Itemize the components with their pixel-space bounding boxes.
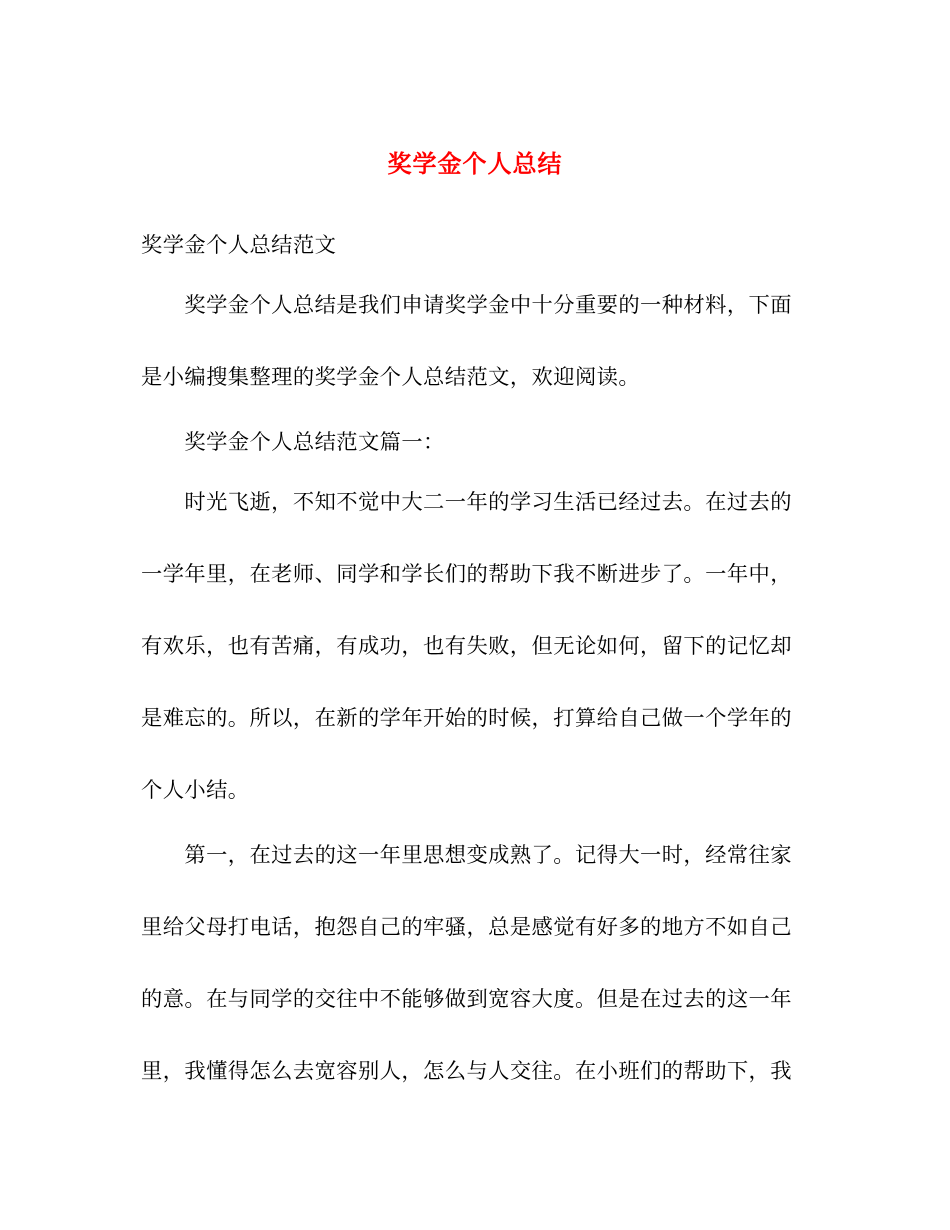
paragraph-line: 的意。在与同学的交往中不能够做到宽容大度。但是在过去的这一年 (141, 987, 792, 1012)
paragraph-line: 奖学金个人总结是我们申请奖学金中十分重要的一种材料，下面 (141, 293, 792, 318)
document-title: 奖学金个人总结 (387, 149, 563, 178)
paragraph-line: 时光飞逝，不知不觉中大二一年的学习生活已经过去。在过去的 (141, 490, 792, 515)
section-heading-line: 奖学金个人总结范文篇一： (141, 430, 445, 455)
paragraph-line: 有欢乐，也有苦痛，有成功，也有失败，但无论如何，留下的记忆却 (141, 634, 792, 659)
paragraph-line: 第一，在过去的这一年里思想变成熟了。记得大一时，经常往家 (141, 843, 792, 868)
paragraph-line: 里，我懂得怎么去宽容别人，怎么与人交往。在小班们的帮助下，我 (141, 1059, 792, 1084)
paragraph-line: 一学年里，在老师、同学和学长们的帮助下我不断进步了。一年中， (141, 562, 792, 587)
paragraph-line: 个人小结。 (141, 778, 250, 803)
paragraph-line: 里给父母打电话，抱怨自己的牢骚，总是感觉有好多的地方不如自己 (141, 915, 792, 940)
paragraph-line: 是小编搜集整理的奖学金个人总结范文，欢迎阅读。 (141, 365, 641, 390)
subtitle-line: 奖学金个人总结范文 (141, 233, 337, 258)
paragraph-line: 是难忘的。所以，在新的学年开始的时候，打算给自己做一个学年的 (141, 706, 792, 731)
